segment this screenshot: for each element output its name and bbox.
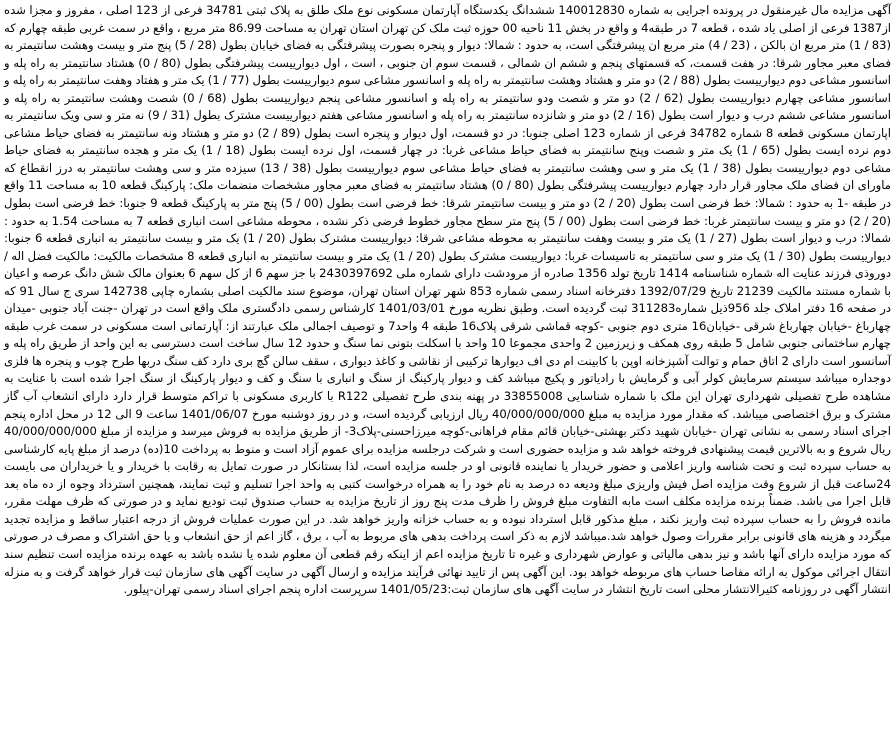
auction-notice (4, 2, 891, 729)
auction-notice-text: آگهی مزایده مال غیرمنقول در پرونده اجرایی به شماره 140012830 ششدانگ یکدستگاه آپارتمان مسکونی نوع ملک طلق به پلاک ثبتی 34781 فرعی از 123 اصلی ، مفروز و مجزا شده از1387 فرعی از اصلی یاد شده ، قطعه 7 در طبقه4 و واقع در بخش 11 ناحیه 00 حوزه ثبت ملک کن تهران استان تهران به مساحت 86.99 متر مربع ، واقع در سمت غربی طبقه چهارم که (83 / 1) متر مربع ان بالکن ، (23 / 4) متر مربع ان پیشرفتگی است، به حدود : شمالا: دیوار و پنجره بصورت پیشرفتگی به فضای خیابان بطول (28 / 5) پنج متر و بیست وهشت سانتیمتر به فضای معبر مجاور شرقا: در هفت قسمت، که قسمتهای پنجم و ششم ان شمالی ، قسمت سوم ان جنوبی ، است ، اول دیوارییست پیشرفتگی بطول (80 / 0) هشتاد سانتیمتر به راه پله و اسانسور مشاعی دوم دیوارییست بطول (88 / 2) دو متر و هشتاد وهشت سانتیمتر به راه پله و اسانسور مشاعی سوم دیوارییست بطول (77 / 1) یک متر و هفتاد وهفت سانتیمتر به راه پله و اسانسور مشاعی چهارم دیوارییست بطول (62 / 2) دو متر و شصت ودو سانتیمتر به راه پله و اسانسور مشاعی پنجم دیوارییست بطول (68 / 0) شصت وهشت سانتیمتر به راه پله و اسانسور مشاعی ششم درب و دیوار است بطول (16 / 2) دو متر و شانزده سانتیمتر به راه پله و اسانسور مشاعی هفتم دیوارییست مشترک بطول (31 / 9) نه متر و سی ویک سانتیمتر به اپارتمان مسکونی قطعه 8 شماره 34782 فرعی از شماره 123 اصلی جنوبا: در دو قسمت، اول دیوار و پنجره است بطول (89 / 2) دو متر و هشتاد ونه سانتیمتر به فضای حیاط مشاعی دوم نرده ایست بطول (65 / 1) یک متر و شصت وپنج سانتیمتر به فضای حیاط مشاعی غربا: در چهار قسمت، اول نرده ایست بطول (18 / 1) یک متر و هجده سانتیمتر به فضای حیاط مشاعی دوم دیوارییست بطول (38 / 1) یک متر و سی وهشت سانتیمتر به فضای حیاط مشاعی سوم دیوارییست بطول (38 / 13) سیزده متر و سی وهشت سانتیمتر به درز انقطاع که ماورای ان فضای ملک مجاور قرار دارد چهارم دیوارییست پیشرفتگی بطول (80 / 0) هشتاد سانتیمتر به فضای معبر مجاور مشخصات منضمات ملک: پارکینگ قطعه 10 به مساحت 11 واقع در طبقه -1 به حدود : شمالا: خط فرضی است بطول (20 / 2) دو متر و بیست سانتیمتر شرقا: خط فرضی است بطول (00 / 5) پنج متر به پارکینگ قطعه 9 جنوبا: خط فرضی است بطول (20 / 2) دو متر و بیست سانتیمتر غربا: خط فرضی است بطول (00 / 5) پنج متر سطح مجاور خطوط فرضی ذکر نشده ، محوطه مشاعی است انباری قطعه 7 به مساحت 1.54 به حدود : شمالا: درب و دیوار است بطول (27 / 1) یک متر و بیست وهفت سانتیمتر به محوطه مشاعی شرقا: دیوارییست مشترک بطول (20 / 1) یک متر و بیست سانتیمتر به انباری قطعه 6 جنوبا: دیوارییست بطول (30 / 1) یک متر و سی سانتیمتر به تاسیسات غربا: دیوارییست مشترک بطول (20 / 1) یک متر و بیست سانتیمتر به انباری قطعه 8 مشخصات مالکیت: مالکیت فضل اله /دوروذی فرزند عنایت اله شماره شناسنامه 1414 تاریخ تولد 1356 صادره از مرودشت دارای شماره ملی 2430397692 با جز سهم 6 از کل سهم 6 بعنوان مالک شش دانگ عرصه و اعیان با شماره مستند مالکیت 21239 تاریخ 1392/07/29 دفترخانه اسناد رسمی شماره 853 شهر تهران استان تهران، موضوع سند مالکیت اصلی بشماره چاپی 142738 سری ج سال 91 که در صفحه 16 دفتر املاک جلد 956ذیل شماره311283 ثبت گردیده است. وطبق نظریه مورخ 1401/03/01 کارشناس رسمی دادگستری ملک واقع است در تهران -جنت آباد جنوبی -میدان چهارباغ -خیابان چهارباغ شرقی -خیابان16 متری دوم جنوبی -کوچه قماشی شرقی پلاک16 طبقه 4 واحد7 و توصیف اجمالی ملک عبارتند از: آپارتمانی است مسکونی در سمت غرب طبقه چهارم ساختمانی جنوبی شامل 5 طبقه روی همکف و زیرزمین 2 واحدی مجموعا 10 واحد با اسکلت بتونی نما سنگ و حدود 12 سال ساخت است دسترسی به این واحد از طریق راه پله و آسانسور است دارای 2 اتاق حمام و توالت آشپزخانه اوپن با کابینت ام دی اف دیوارها ترکیبی از نقاشی و کاغذ دیواری ، سقف سالن گچ بری دارد کف سنگ دربها طرح چوب و پنجره ها فلزی دوجداره میباشد سیستم سرمایش کولر آبی و گرمایش با رادیاتور و پکیج میباشد کف و دیوار پارکینگ از سنگ و انباری با سنگ و کف و دیوار پارکینگ از سنگ اجرا شده است با عنایت به مشاهده طرح تفصیلی شهرداری تهران این ملک با شماره شناسایی 33855008 در پهنه بندی طرح تفصیلی R122 با کاربری مسکونی با تراکم متوسط قرار دارد دارای انشعاب آب گاز مشترک و برق اختصاصی میباشد. که مقدار مورد مزایده به مبلغ 40/000/000/000 ریال ارزیابی گردیده است، و در روز دوشنبه مورخ 1401/06/07 ساعت 9 الی 12 در محل اداره پنجم اجرای اسناد رسمی به نشانی تهران -خیابان شهید دکتر بهشتی-خیابان قائم مقام فراهانی-کوچه میرزاحسنی-پلاک3- از طریق مزایده به فروش میرسد و مزایده از مبلغ 40/000/000/000 ریال شروع و به بالاترین قیمت پیشنهادی فروخته خواهد شد و مزایده حضوری است و شرکت درجلسه مزایده برای عموم آزاد است و منوط به پرداخت 10(ده) درصد از مبلغ پایه کارشناسی به حساب سپرده ثبت و تحت شناسه واریز اعلامی و حضور خریدار یا نماینده قانونی او در جلسه مزایده است، لذا بستانکار در صورت تمایل به رقابت با خریدار و یا خریداران می بایست 24ساعت قبل از شروع وقت مزایده اصل فیش واریزی مبلغ ودیعه ده درصد به نام خود را به همراه درخواست کتبی به واحد اجرا تسلیم و ثبت نمایند، همچنین استرداد وجوه از ده ماه بعد قابل اجرا می باشد. ضمناً برنده مزایده مکلف است مابه التفاوت مبلغ فروش را ظرف مدت پنج روز از تاریخ مزایده به حساب صندوق ثبت تودیع نماید و در صورتی که ظرف مهلت مقرر، مانده فروش را به حساب سپرده ثبت واریز نکند ، مبلغ مذکور قابل استرداد نبوده و به حساب خزانه واریز خواهد شد. در این صورت عملیات فروش از درجه اعتبار ساقط و مزایده تجدید میگردد و هزینه های قانونی برابر مقررات وصول خواهد شد.میباشد لازم به ذکر است پرداخت بدهی های مربوط به آب ، برق ، گاز اعم از حق انشعاب و یا حق اشتراک و مصرف در صورتی که مورد مزایده دارای آنها باشد و نیز بدهی مالیاتی و عوارض شهرداری و غیره تا تاریخ مزایده اعم از اینکه رقم قطعی آن معلوم شده یا نشده باشد به عهده برنده مزایده است تنظیم سند انتقال اجرائی موکول به ارائه مفاصا حساب های مربوطه خواهد بود. این آگهی پس از تایید نهائی فرآیند مزایده و ارسال آگهی در سایت آگهی های سازمان ثبت قرار خواهد گرفت و به منزله انتشار آگهی در روزنامه کثیرالانتشار محلی است تاریخ انتشار در سایت آگهی های سازمان ثبت:1401/05/23 سرپرست اداره پنجم اجرای اسناد رسمی تهران-پیلور. (4, 3, 892, 597)
